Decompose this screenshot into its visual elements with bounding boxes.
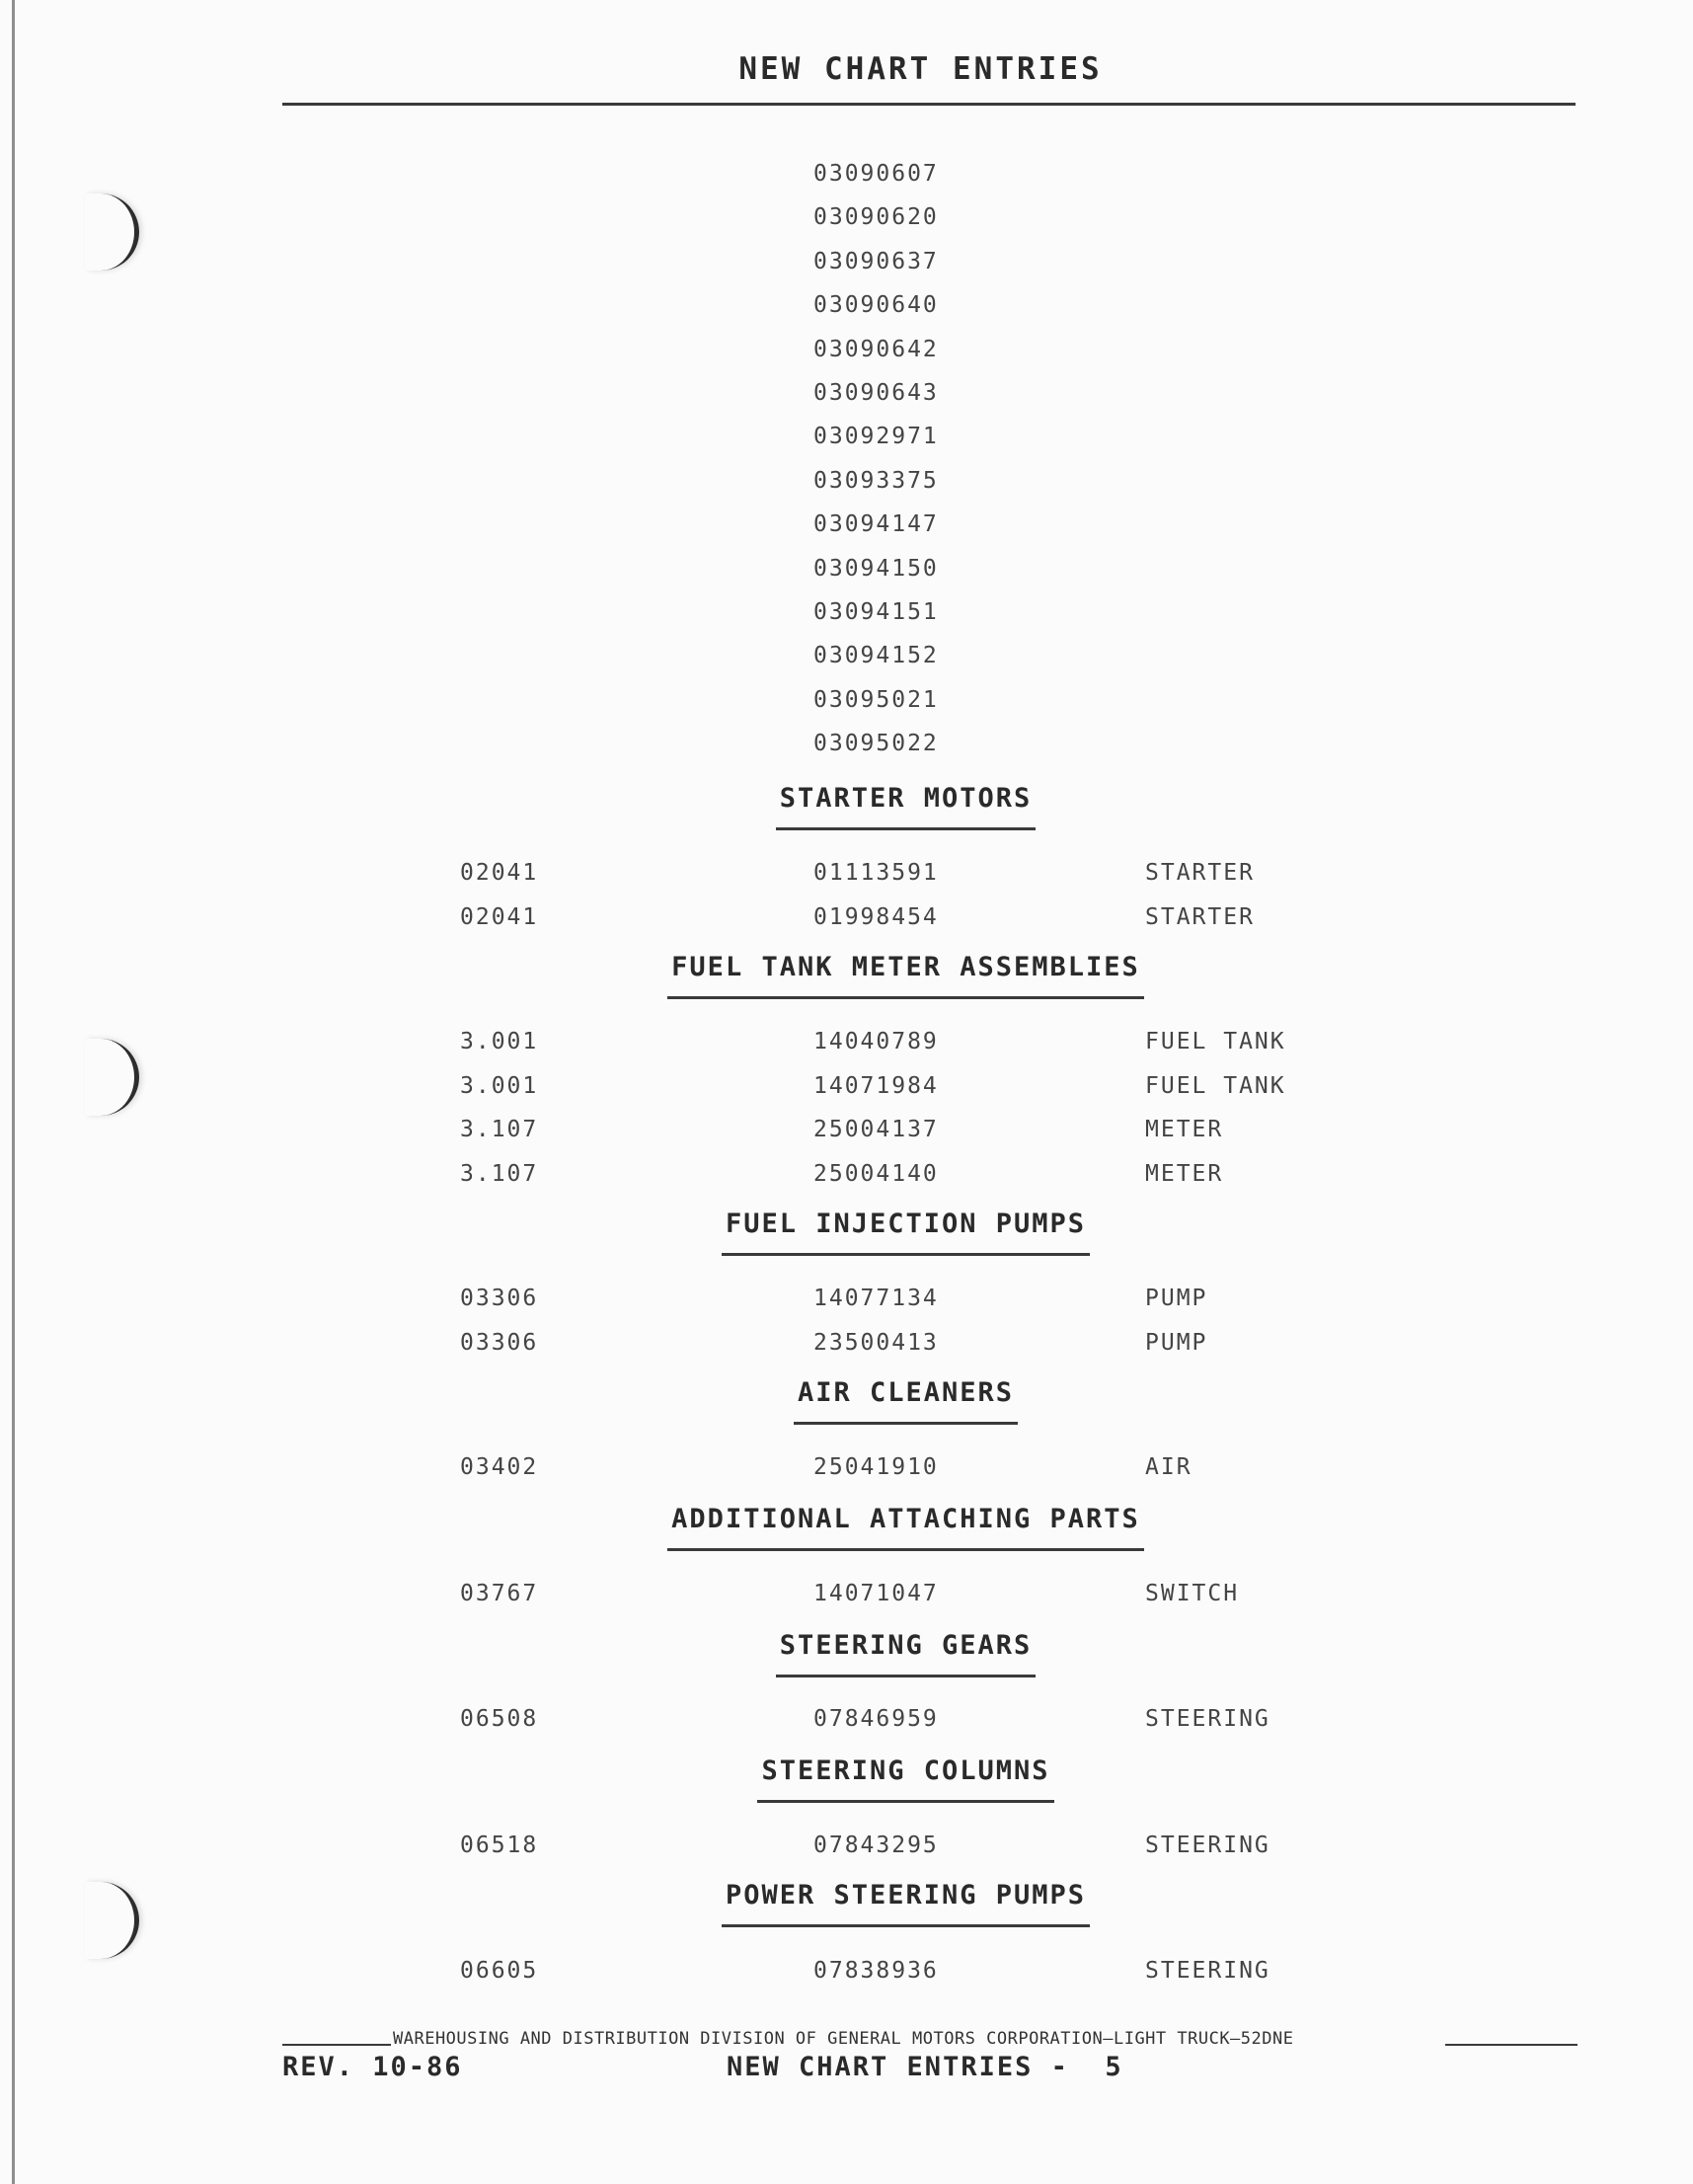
chart-code: 03767 bbox=[460, 1581, 539, 1606]
footer-division-line: WAREHOUSING AND DISTRIBUTION DIVISION OF GENERAL MOTORS CORPORATION—LIGHT TRUCK—52DNE bbox=[393, 2029, 1294, 2049]
part-number: 03090620 bbox=[813, 204, 939, 231]
section-heading bbox=[0, 952, 1693, 999]
part-number: 03090643 bbox=[813, 380, 939, 406]
part-number: 25004140 bbox=[813, 1160, 939, 1187]
part-description: STEERING bbox=[1145, 1706, 1270, 1732]
section-title: POWER STEERING PUMPS bbox=[722, 1880, 1090, 1927]
section-title: FUEL INJECTION PUMPS bbox=[722, 1209, 1090, 1256]
table-row bbox=[0, 1117, 1693, 1152]
part-description: FUEL TANK bbox=[1145, 1029, 1286, 1054]
table-row bbox=[0, 1073, 1693, 1109]
section-title: STEERING COLUMNS bbox=[757, 1755, 1053, 1803]
footer-rule-left bbox=[282, 2044, 391, 2046]
table-row bbox=[0, 1029, 1693, 1064]
page-label: NEW CHART ENTRIES - 5 bbox=[727, 2052, 1123, 2082]
chart-code: 3.107 bbox=[460, 1160, 539, 1187]
chart-code: 06508 bbox=[460, 1706, 539, 1732]
part-description: PUMP bbox=[1145, 1286, 1208, 1311]
section-heading bbox=[0, 1504, 1693, 1551]
table-row bbox=[0, 1833, 1693, 1868]
part-description: STARTER bbox=[1145, 860, 1255, 886]
part-description: METER bbox=[1145, 1117, 1224, 1142]
part-number: 14077134 bbox=[813, 1286, 939, 1311]
chart-code: 06518 bbox=[460, 1833, 539, 1858]
part-number: 03090607 bbox=[813, 161, 939, 187]
table-row bbox=[0, 1706, 1693, 1742]
part-number: 03095022 bbox=[813, 731, 939, 757]
part-number: 14071047 bbox=[813, 1581, 939, 1606]
section-title: AIR CLEANERS bbox=[794, 1377, 1018, 1425]
section-heading bbox=[0, 1880, 1693, 1927]
part-number: 14071984 bbox=[813, 1072, 939, 1099]
part-number: 03090640 bbox=[813, 292, 939, 319]
chart-code: 03306 bbox=[460, 1286, 539, 1311]
part-number: 03095021 bbox=[813, 686, 939, 713]
footer-rule-right bbox=[1445, 2044, 1578, 2046]
part-number: 01113591 bbox=[813, 860, 939, 886]
part-number: 25004137 bbox=[813, 1117, 939, 1142]
chart-code: 06605 bbox=[460, 1958, 539, 1984]
section-title: ADDITIONAL ATTACHING PARTS bbox=[667, 1504, 1144, 1551]
part-number: 25041910 bbox=[813, 1454, 939, 1480]
part-number: 03094151 bbox=[813, 599, 939, 625]
table-row bbox=[0, 860, 1693, 896]
part-number: 03090637 bbox=[813, 248, 939, 274]
part-number: 07843295 bbox=[813, 1833, 939, 1858]
part-description: PUMP bbox=[1145, 1329, 1208, 1356]
section-title: FUEL TANK METER ASSEMBLIES bbox=[667, 952, 1144, 999]
chart-code: 3.107 bbox=[460, 1117, 539, 1142]
binder-hole-top bbox=[85, 194, 139, 271]
part-description: STEERING bbox=[1145, 1833, 1270, 1858]
table-row bbox=[0, 1330, 1693, 1365]
section-title: STEERING GEARS bbox=[776, 1630, 1037, 1677]
table-row bbox=[0, 1454, 1693, 1490]
part-description: FUEL TANK bbox=[1145, 1072, 1286, 1099]
part-number: 03094147 bbox=[813, 511, 939, 538]
part-number: 03092971 bbox=[813, 424, 939, 450]
part-number: 07846959 bbox=[813, 1706, 939, 1732]
part-number: 03090642 bbox=[813, 336, 939, 362]
part-number: 03093375 bbox=[813, 467, 939, 494]
section-heading bbox=[0, 1755, 1693, 1803]
chart-code: 02041 bbox=[460, 860, 539, 886]
table-row bbox=[0, 1286, 1693, 1321]
table-row bbox=[0, 1958, 1693, 1993]
section-heading bbox=[0, 1209, 1693, 1256]
section-title: STARTER MOTORS bbox=[776, 783, 1037, 830]
section-heading bbox=[0, 783, 1693, 830]
table-row bbox=[0, 904, 1693, 940]
chart-code: 3.001 bbox=[460, 1072, 539, 1099]
part-description: STEERING bbox=[1145, 1958, 1270, 1984]
part-description: STARTER bbox=[1145, 903, 1255, 930]
chart-code: 03306 bbox=[460, 1329, 539, 1356]
section-heading bbox=[0, 1377, 1693, 1425]
revision-label: REV. 10-86 bbox=[282, 2052, 463, 2082]
part-description: SWITCH bbox=[1145, 1581, 1240, 1606]
chart-code: 02041 bbox=[460, 903, 539, 930]
table-row bbox=[0, 1581, 1693, 1616]
section-heading bbox=[0, 1630, 1693, 1677]
chart-code: 3.001 bbox=[460, 1029, 539, 1054]
part-number: 03094150 bbox=[813, 555, 939, 582]
part-description: METER bbox=[1145, 1160, 1224, 1187]
part-number: 07838936 bbox=[813, 1958, 939, 1984]
chart-code: 03402 bbox=[460, 1454, 539, 1480]
part-number: 23500413 bbox=[813, 1329, 939, 1356]
title-rule bbox=[282, 103, 1576, 106]
part-number: 01998454 bbox=[813, 903, 939, 930]
table-row bbox=[0, 1161, 1693, 1197]
part-description: AIR bbox=[1145, 1454, 1193, 1480]
part-number: 14040789 bbox=[813, 1029, 939, 1054]
part-number: 03094152 bbox=[813, 643, 939, 669]
page-title: NEW CHART ENTRIES bbox=[738, 51, 1103, 87]
